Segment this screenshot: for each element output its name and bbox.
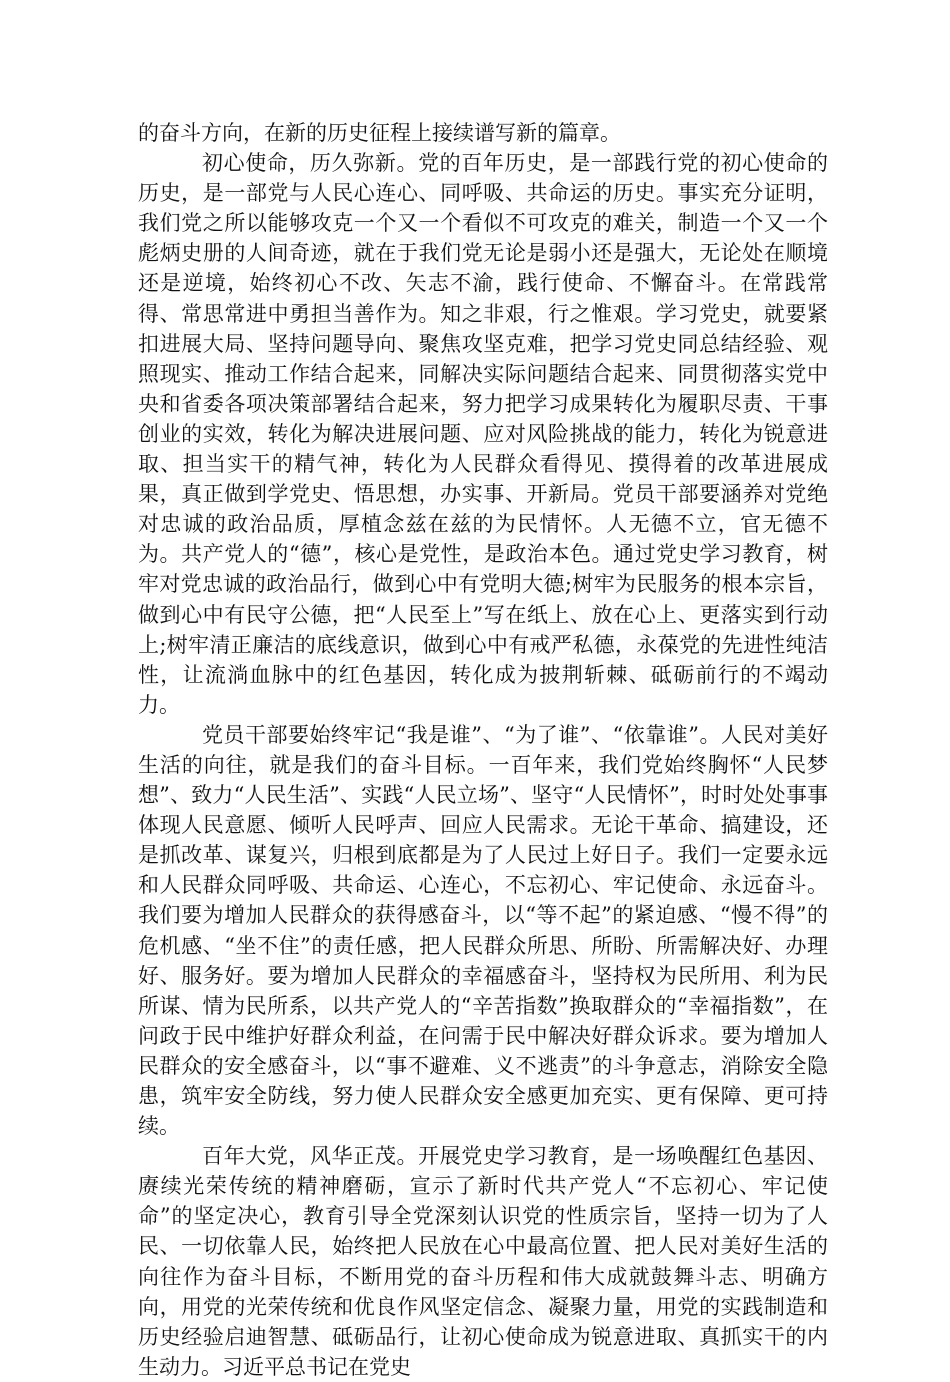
paragraph-continuation: 的奋斗方向，在新的历史征程上接续谱写新的篇章。: [138, 121, 621, 145]
paragraph-party-members: 党员干部要始终牢记“我是谁”、“为了谁”、“依靠谁”。人民对美好生活的向往，就是我们的奋斗目标。一百年来，我们党始终胸怀“人民梦想”、致力“人民生活”、实践“人民立场”、坚守“人民情怀”，时时处处事事体现人民意愿、倾听人民呼声、回应人民需求。无论干革命、搞建设，还是抓改革、谋复兴，归根到底都是为了人民过上好日子。我们一定要永远和人民群众同呼吸、共命运、心连心，不忘初心、牢记使命、永远奋斗。我们要为增加人民群众的获得感奋斗，以“等不起”的紧迫感、“慢不得”的危机感、“坐不住”的责任感，把人民群众所思、所盼、所需解决好、办理好、服务好。要为增加人民群众的幸福感奋斗，坚持权为民所用、利为民所谋、情为民所系，以共产党人的“辛苦指数”换取群众的“幸福指数”，在问政于民中维护好群众利益，在问需于民中解决好群众诉求。要为增加人民群众的安全感奋斗，以“事不避难、义不逃责”的斗争意志，消除安全隐患，筑牢安全防线，努力使人民群众安全感更加充实、更有保障、更可持续。: [138, 722, 828, 1139]
paragraph-century-party: 百年大党，风华正茂。开展党史学习教育，是一场唤醒红色基因、赓续光荣传统的精神磨砺，宣示了新时代共产党人“不忘初心、牢记使命”的坚定决心，教育引导全党深刻认识党的性质宗旨，坚持一切为了人民、一切依靠人民，始终把人民放在心中最高位置、把人民对美好生活的向往作为奋斗目标，不断用党的奋斗历程和伟大成就鼓舞斗志、明确方向，用党的光荣传统和优良作风坚定信念、凝聚力量，用党的实践制造和历史经验启迪智慧、砥砺品行，让初心使命成为锐意进取、真抓实干的内生动力。习近平总书记在党史: [138, 1144, 828, 1379]
paragraph-initial-mission: 初心使命，历久弥新。党的百年历史，是一部践行党的初心使命的历史，是一部党与人民心连心、同呼吸、共命运的历史。事实充分证明，我们党之所以能够攻克一个又一个看似不可攻克的难关，制造一个又一个彪炳史册的人间奇迹，就在于我们党无论是弱小还是强大，无论处在顺境还是逆境，始终初心不改、矢志不渝，践行使命、不懈奋斗。在常践常得、常思常进中勇担当善作为。知之非艰，行之惟艰。学习党史，就要紧扣进展大局、坚持问题导向、聚焦攻坚克难，把学习党史同总结经验、观照现实、推动工作结合起来，同解决实际问题结合起来、同贯彻落实党中央和省委各项决策部署结合起来，努力把学习成果转化为履职尽责、干事创业的实效，转化为解决进展问题、应对风险挑战的能力，转化为锐意进取、担当实干的精气神，转化为人民群众看得见、摸得着的改革进展成果，真正做到学党史、悟思想，办实事、开新局。党员干部要涵养对党绝对忠诚的政治品质，厚植念兹在兹的为民情怀。人无德不立，官无德不为。共产党人的“德”，核心是党性，是政治本色。通过党史学习教育，树牢对党忠诚的政治品行，做到心中有党明大德;树牢为民服务的根本宗旨，做到心中有民守公德，把“人民至上”写在纸上、放在心上、更落实到行动上;树牢清正廉洁的底线意识，做到心中有戒严私德，永葆党的先进性纯洁性，让流淌血脉中的红色基因，转化成为披荆斩棘、砥砺前行的不竭动力。: [138, 151, 828, 717]
body-text: [138, 118, 828, 1382]
